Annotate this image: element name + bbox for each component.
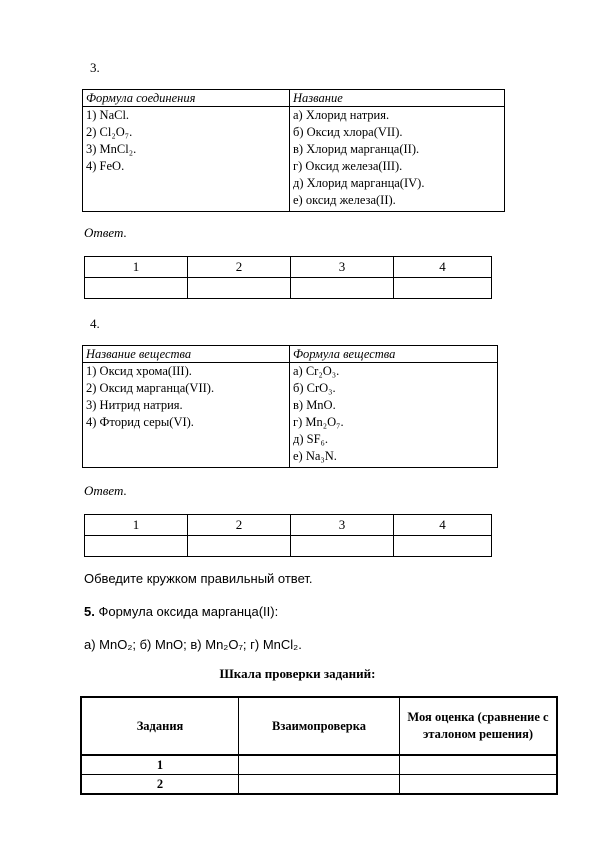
task3-answer-cell[interactable] <box>291 278 394 299</box>
task3-answer-col-head: 1 <box>85 257 188 278</box>
task4-answer-cell[interactable] <box>85 536 188 557</box>
task3-right-item: д) Хлорид марганца(IV). <box>293 176 425 190</box>
task4-right-col <box>290 363 498 468</box>
task4-right-item: д) SF₆. <box>293 432 329 446</box>
task4-answer-cell[interactable] <box>291 536 394 557</box>
scale-header-tasks: Задания <box>81 697 239 755</box>
task4-answer-cell[interactable] <box>188 536 291 557</box>
task3-answer-table <box>84 256 492 299</box>
task3-answer-label: Ответ. <box>84 225 127 240</box>
scale-header-peer: Взаимопроверка <box>239 697 400 755</box>
scale-self-cell[interactable] <box>400 775 558 795</box>
task3-right-col <box>290 107 505 212</box>
task3-header-right: Название <box>290 90 505 107</box>
task4-left-col <box>83 363 290 468</box>
scale-self-cell[interactable] <box>400 755 558 775</box>
task4-left-item: 3) Нитрид натрия. <box>86 398 183 412</box>
task3-answer-col-head: 4 <box>394 257 492 278</box>
task4-answer-col-head: 1 <box>85 515 188 536</box>
task3-right-item: е) оксид железа(II). <box>293 193 396 207</box>
task4-header-right: Формула вещества <box>290 346 498 363</box>
task4-answer-table <box>84 514 492 557</box>
task4-number: 4. <box>90 316 100 331</box>
task3-header-left: Формула соединения <box>83 90 290 107</box>
task5-question-line <box>84 604 278 619</box>
scale-peer-cell[interactable] <box>239 755 400 775</box>
task4-left-item: 4) Фторид серы(VI). <box>86 415 194 429</box>
task3-left-col <box>83 107 290 212</box>
scale-row-number: 1 <box>81 755 239 775</box>
task4-answer-label: Ответ. <box>84 483 127 498</box>
task3-answer-cell[interactable] <box>188 278 291 299</box>
task4-answer-col-head: 4 <box>394 515 492 536</box>
scale-table <box>80 696 558 795</box>
task3-answer-col-head: 3 <box>291 257 394 278</box>
task3-match-table <box>82 89 505 212</box>
task4-answer-cell[interactable] <box>394 536 492 557</box>
task4-right-item: е) Na₃N. <box>293 449 337 463</box>
task4-right-item: а) Cr₂O₃. <box>293 364 340 378</box>
task4-answer-col-head: 2 <box>188 515 291 536</box>
instruction-text: Обведите кружком правильный ответ. <box>84 571 313 586</box>
task3-right-item: а) Хлорид натрия. <box>293 108 390 122</box>
task5-options[interactable]: а) MnO₂; б) MnO; в) Mn₂O₇; г) MnCl₂. <box>84 637 302 652</box>
task3-answer-cell[interactable] <box>85 278 188 299</box>
task3-left-item: 3) MnCl₂. <box>86 142 137 156</box>
task4-right-item: б) CrO₃. <box>293 381 336 395</box>
task3-left-item: 1) NaCl. <box>86 108 130 122</box>
task3-number: 3. <box>90 60 100 75</box>
task4-left-item: 1) Оксид хрома(III). <box>86 364 192 378</box>
scale-peer-cell[interactable] <box>239 775 400 795</box>
task3-right-item: б) Оксид хлора(VII). <box>293 125 403 139</box>
scale-row-number: 2 <box>81 775 239 795</box>
task4-match-table <box>82 345 498 468</box>
task3-left-item: 2) Cl₂O₇. <box>86 125 133 139</box>
task3-answer-cell[interactable] <box>394 278 492 299</box>
task4-header-left: Название вещества <box>83 346 290 363</box>
task4-answer-col-head: 3 <box>291 515 394 536</box>
scale-header-self: Моя оценка (сравнение с эталоном решения) <box>400 697 558 755</box>
task5-question: Формула оксида марганца(II): <box>98 604 279 619</box>
task4-right-item: г) Mn₂O₇. <box>293 415 344 429</box>
task5-number: 5. <box>84 604 95 619</box>
task3-answer-col-head: 2 <box>188 257 291 278</box>
task4-left-item: 2) Оксид марганца(VII). <box>86 381 215 395</box>
task4-right-item: в) MnO. <box>293 398 336 412</box>
scale-title: Шкала проверки заданий: <box>219 666 376 681</box>
task3-right-item: г) Оксид железа(III). <box>293 159 403 173</box>
task3-left-item: 4) FeO. <box>86 159 125 173</box>
task3-right-item: в) Хлорид марганца(II). <box>293 142 420 156</box>
